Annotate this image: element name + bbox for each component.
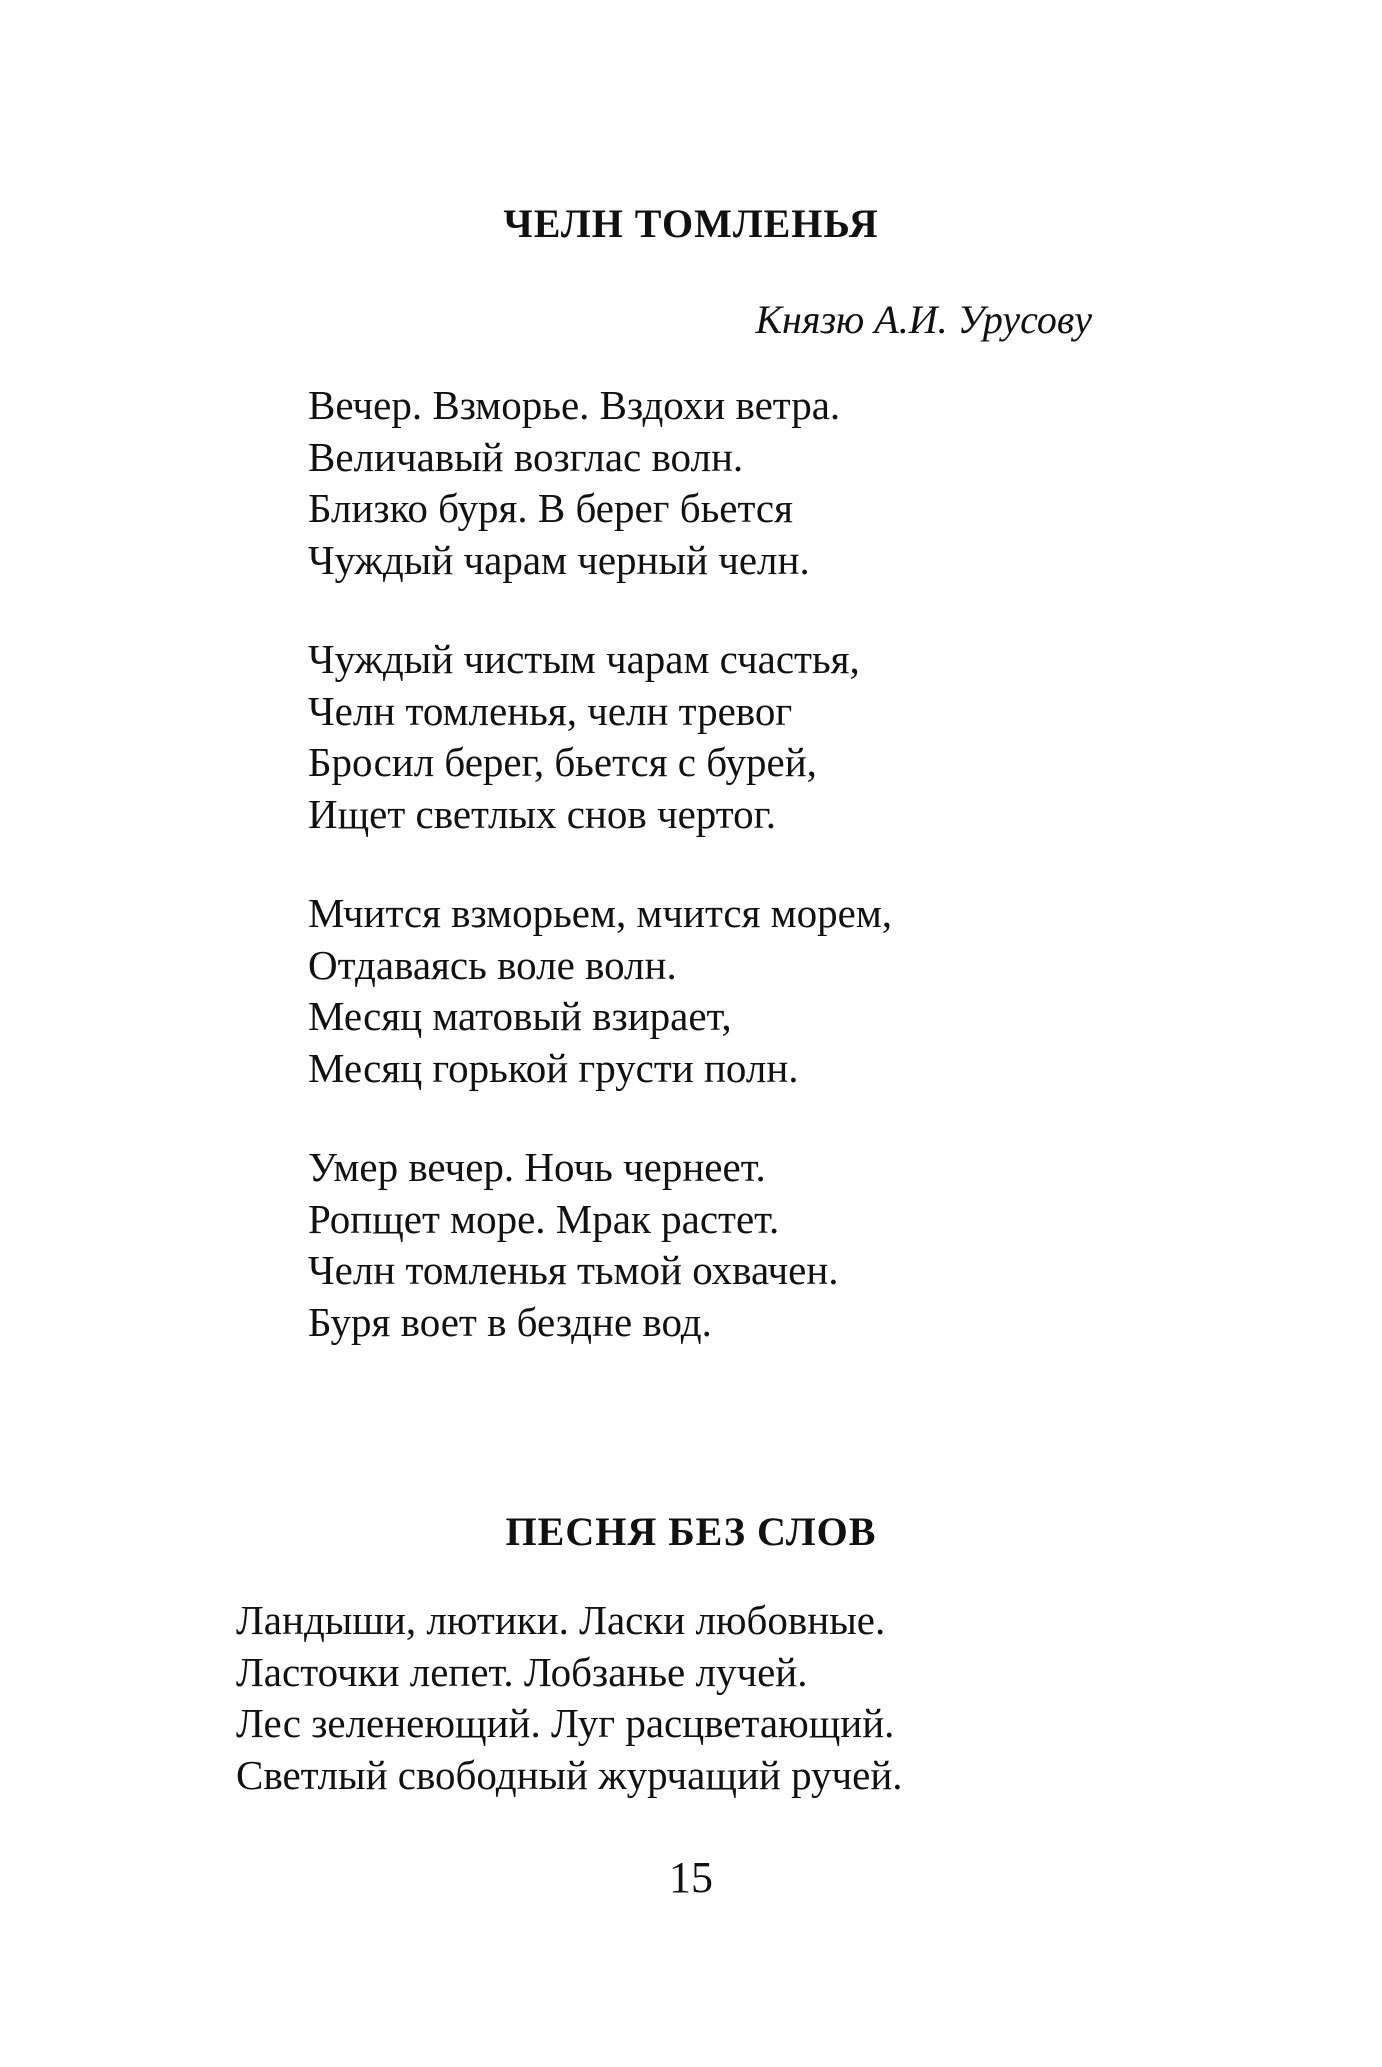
poem-stanza <box>308 1142 839 1348</box>
poem-line: Челн томленья тьмой охвачен. <box>308 1247 839 1293</box>
poem-line: Вечер. Взморье. Вздохи ветра. <box>308 382 841 428</box>
poem-line: Ропщет море. Мрак растет. <box>308 1195 780 1242</box>
poem-line: Бросил берег, бьется с бурей, <box>308 739 817 785</box>
poem-line: Месяц матовый взирает, <box>308 993 732 1039</box>
poem-line: Умер вечер. Ночь чернеет. <box>308 1144 766 1190</box>
poem-line: Чуждый чистым чарам счастья, <box>308 636 860 682</box>
poem-title: ЧЕЛН ТОМЛЕНЬЯ <box>503 201 879 246</box>
poem-line: Светлый свободный журчащий ручей. <box>236 1751 903 1798</box>
poem-line: Ландыши, лютики. Ласки любовные. <box>236 1597 886 1643</box>
poem-stanza <box>308 634 860 840</box>
poem-line: Месяц горькой грусти полн. <box>308 1044 799 1091</box>
poem-line: Мчится взморьем, мчится морем, <box>308 890 893 936</box>
poem-line: Буря воет в бездне вод. <box>308 1298 712 1345</box>
poem-stanza <box>308 888 892 1094</box>
page-number: 15 <box>669 1853 713 1902</box>
poem-title: ПЕСНЯ БЕЗ СЛОВ <box>505 1509 877 1554</box>
poem-line: Лес зеленеющий. Луг расцветающий. <box>236 1700 895 1746</box>
poem-line: Близко буря. В берег бьется <box>308 485 793 531</box>
poem-line: Ласточки лепет. Лобзанье лучей. <box>236 1648 808 1695</box>
poem-dedication: Князю А.И. Урусову <box>755 297 1092 342</box>
poem-stanza <box>236 1595 903 1801</box>
poem-stanza <box>308 380 840 586</box>
poem-line: Ищет светлых снов чертог. <box>308 790 777 837</box>
poem-line: Величавый возглас волн. <box>308 433 744 480</box>
poem-line: Челн томленья, челн тревог <box>308 687 793 734</box>
poem-line: Чуждый чарам черный челн. <box>308 536 810 583</box>
poem-line: Отдаваясь воле волн. <box>308 941 677 988</box>
